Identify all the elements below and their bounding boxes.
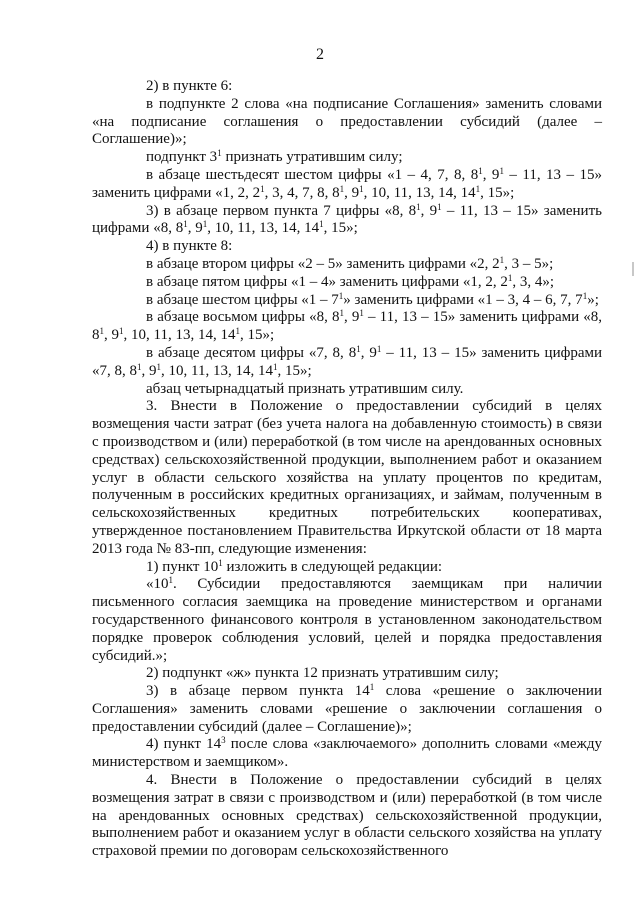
paragraph (92, 576, 602, 665)
text-run: в абзаце шестьдесят шестом цифры «1 – 4, 7, 8, 8 (146, 166, 479, 183)
superscript: 1 (475, 183, 481, 194)
superscript: 1 (235, 326, 240, 337)
superscript: 1 (218, 557, 223, 568)
superscript: 1 (202, 219, 208, 230)
text-run: , 9 (141, 362, 157, 379)
paragraph (92, 398, 602, 558)
paragraph (92, 665, 602, 683)
superscript: 1 (272, 361, 278, 372)
text-run: после слова «заключаемого» дополнить словами «между министерством и заемщиком». (92, 736, 602, 771)
superscript: 1 (99, 326, 104, 337)
text-run: , 9 (104, 327, 119, 344)
text-run: слова «решение о заключении Соглашения» заменить словами «решение о заключении соглашения о предоставлении субсидий (далее – Соглашение)»; (92, 683, 602, 735)
paragraph (92, 256, 602, 274)
paragraph (92, 149, 602, 167)
paragraph (92, 274, 602, 292)
text-run: »; (587, 291, 599, 308)
paragraph (92, 559, 602, 577)
text-run: , 15»; (239, 327, 275, 344)
superscript: 1 (376, 343, 382, 354)
margin-mark (632, 262, 634, 276)
paragraph (92, 683, 602, 736)
text-run: в абзаце шестом цифры «1 – 7 (146, 291, 339, 308)
text-run: – 11, 13 – 15» заменить цифрами «7, 8, 8 (92, 344, 603, 379)
text-run: , 9 (420, 202, 438, 219)
superscript: 1 (156, 361, 161, 372)
superscript: 1 (507, 272, 513, 283)
text-run: , 3, 4»; (512, 273, 555, 290)
text-run: 4) пункт 14 (146, 736, 222, 753)
text-run: , 3, 4, 7, 8, 8 (264, 184, 340, 201)
text-run: 3) в абзаце первом пункта 14 (146, 683, 370, 700)
paragraph (92, 736, 602, 772)
superscript: 3 (221, 735, 226, 746)
paragraph (92, 238, 602, 256)
text-run: , 10, 11, 13, 14, 14 (363, 184, 476, 201)
superscript: 1 (137, 361, 142, 372)
document-body (92, 78, 602, 861)
text-run: , 9 (187, 220, 203, 237)
text-run: «10 (146, 576, 169, 593)
superscript: 1 (119, 326, 124, 337)
text-run: , 10, 11, 13, 14, 14 (123, 327, 236, 344)
superscript: 1 (338, 290, 344, 301)
superscript: 1 (359, 183, 364, 194)
text-run: 2) в пункте 6: (146, 78, 233, 94)
superscript: 1 (319, 219, 324, 230)
paragraph (92, 167, 602, 203)
superscript: 1 (416, 201, 421, 212)
text-run: – 11, 13 – 15» заменить цифрами «8, 8 (92, 309, 603, 344)
text-run: изложить в следующей редакции: (222, 558, 443, 575)
text-run: 2) подпункт «ж» пункта 12 признать утратившим силу; (146, 665, 499, 682)
text-run: , 15»; (277, 362, 312, 379)
text-run: , 10, 11, 13, 14, 14 (161, 362, 273, 379)
text-run: 4. Внести в Положение о предоставлении субсидий в целях возмещения затрат в связи с производством и (или) переработкой (в том числе на арендованных основных средствах) сельскохозяйственной продукции, выполнением работ и оказанием услуг в области сельского хозяйства на уплату страховой премии по договорам сельскохозяйственного (92, 772, 602, 860)
text-run: , 9 (360, 344, 377, 361)
text-run: абзац четырнадцатый признать утратившим силу. (146, 380, 464, 397)
text-run: – 11, 13 – 15» заменить цифрами «8, 8 (92, 202, 602, 237)
text-run: подпункт 3 (146, 149, 218, 166)
text-run: в подпункте 2 слова «на подписание Соглашения» заменить словами «на подписание соглашения о предоставлении субсидий (далее – Соглашение)»; (92, 95, 602, 148)
superscript: 1 (369, 682, 375, 693)
paragraph (92, 772, 602, 861)
text-run: , 9 (343, 309, 360, 326)
text-run: – 11, 13 – 15» заменить цифрами «1, 2, 2 (92, 166, 602, 201)
superscript: 1 (339, 183, 345, 194)
superscript: 1 (437, 201, 442, 212)
paragraph (92, 96, 602, 149)
text-run: , 9 (482, 166, 500, 183)
text-run: , 9 (344, 184, 360, 201)
superscript: 1 (339, 308, 344, 319)
text-run: . Субсидии предоставляются заемщикам при наличии письменного согласия заемщика на проведение министерством и органами государственного финансового контроля в установленном законодательством порядке проверок соблюдения условий, целей и порядка предоставления субсидий.»; (92, 576, 602, 664)
superscript: 1 (217, 148, 222, 159)
paragraph (92, 381, 602, 399)
text-run: , 15»; (323, 220, 358, 237)
text-run: 4) в пункте 8: (146, 238, 233, 255)
text-run: , 3 – 5»; (504, 255, 554, 272)
text-run: 3) в абзаце первом пункта 7 цифры «8, 8 (146, 202, 417, 219)
paragraph (92, 292, 602, 310)
text-run: , 15»; (480, 184, 515, 201)
superscript: 1 (499, 165, 504, 176)
paragraph (92, 203, 602, 239)
text-run: 1) пункт 10 (146, 558, 219, 575)
superscript: 1 (359, 308, 364, 319)
text-run: признать утратившим силу; (221, 149, 403, 166)
page-number: 2 (316, 46, 324, 63)
superscript: 1 (183, 219, 188, 230)
text-run: в абзаце десятом цифры «7, 8, 8 (146, 344, 357, 361)
text-run: в абзаце втором цифры «2 – 5» заменить цифрами «2, 2 (146, 255, 500, 272)
superscript: 1 (582, 290, 588, 301)
paragraph (92, 309, 602, 345)
text-run: 3. Внести в Положение о предоставлении субсидий в целях возмещения части затрат (без учета налога на добавленную стоимость) в связи с производством и (или) переработкой (в том числе на арендованных основных средствах) сельскохозяйственной продукции, выполнением работ и оказанием услуг в области сельского хозяйства на уплату процентов по кредитам, полученным в российских кредитных организациях, и займам, полученным в сельскохозяйственных кредитных потребительских кооперативах, утвержденное постановлением Правительства Иркутской области от 18 марта 2013 года № 83-пп, следующие изменения: (92, 398, 602, 557)
text-run: » заменить цифрами «1 – 3, 4 – 6, 7, 7 (343, 291, 583, 308)
superscript: 1 (499, 254, 505, 265)
superscript: 1 (260, 183, 265, 194)
superscript: 1 (356, 343, 361, 354)
superscript: 1 (168, 575, 173, 586)
text-run: в абзаце пятом цифры «1 – 4» заменить цифрами «1, 2, 2 (146, 273, 508, 290)
paragraph (92, 345, 602, 381)
superscript: 1 (478, 165, 483, 176)
paragraph (92, 78, 602, 96)
text-run: , 10, 11, 13, 14, 14 (207, 220, 320, 237)
text-run: в абзаце восьмом цифры «8, 8 (146, 309, 340, 326)
